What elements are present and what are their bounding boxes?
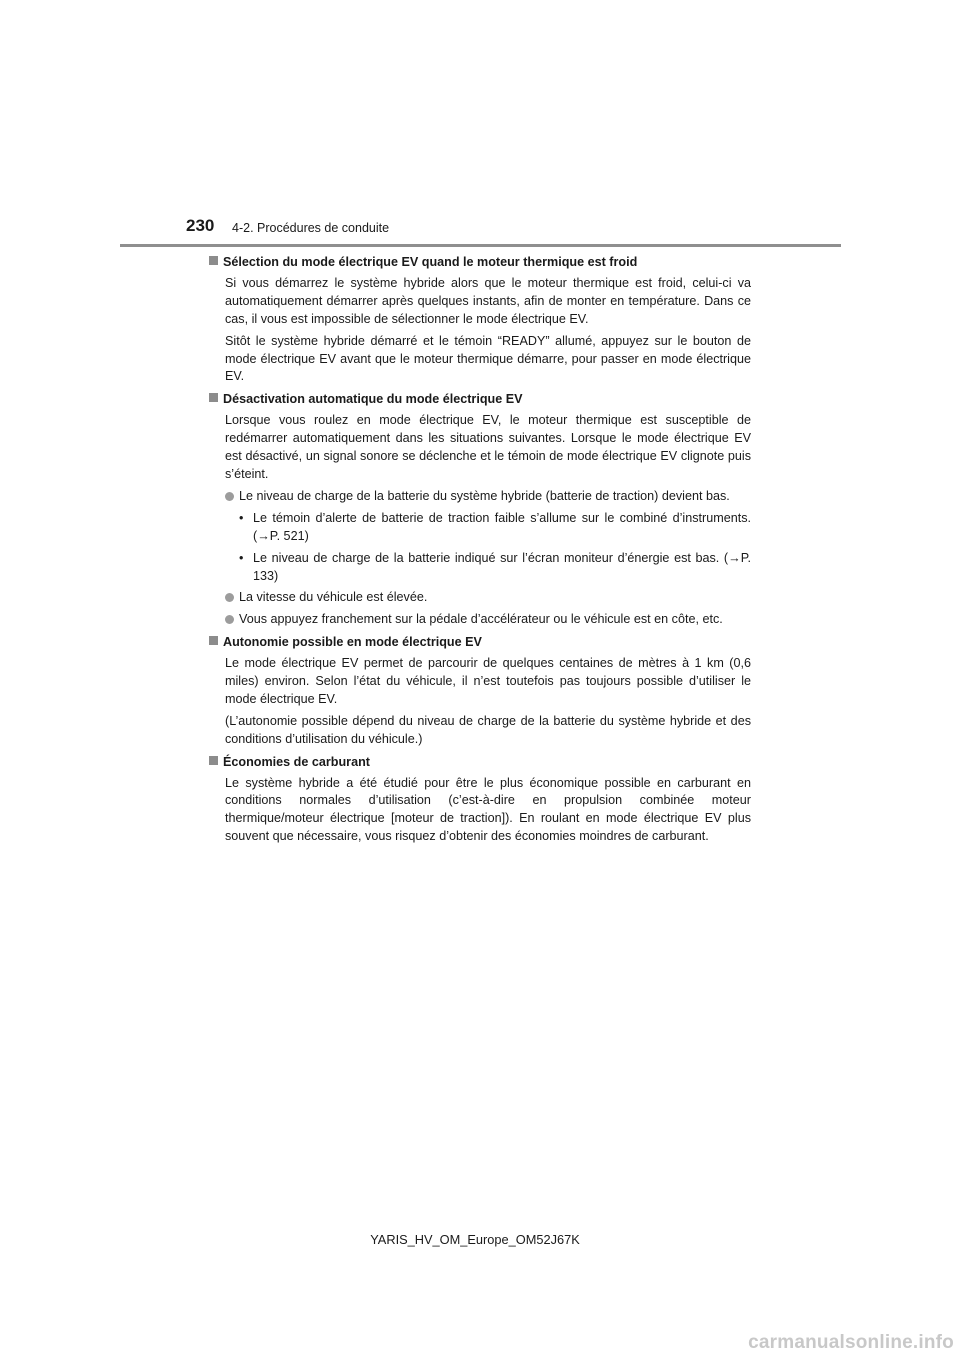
section-ev-range: [209, 634, 751, 748]
sub-bullet-mark: •: [239, 550, 244, 565]
square-bullet-icon: [209, 636, 218, 645]
circle-bullet-icon: [225, 615, 234, 624]
list-item: [225, 488, 751, 506]
list-item-text: La vitesse du véhicule est élevée.: [239, 590, 428, 605]
paragraph: Lorsque vous roulez en mode électrique EV, le moteur thermique est susceptible de redémarrer automatiquement dans les situations suivantes. Lorsque le mode électrique EV est désactivé, un signal sonore se déclenche et le témoin de mode électrique EV clignote puis s’éteint.: [225, 413, 751, 481]
section-heading: [209, 391, 751, 409]
sub-list-item-text: Le niveau de charge de la batterie indiqué sur l’écran moniteur d’énergie est bas. (→P. 133): [253, 550, 751, 583]
square-bullet-icon: [209, 756, 218, 765]
sub-list-item: [239, 550, 751, 586]
sub-list-item: [239, 510, 751, 546]
section-heading-text: Économies de carburant: [223, 754, 370, 769]
paragraph: Si vous démarrez le système hybride alors que le moteur thermique est froid, celui-ci va automatiquement démarrer après quelques instants, afin de monter en température. Dans ce cas, il vous est impossible de sélectionner le mode électrique EV.: [225, 275, 751, 326]
section-heading-text: Autonomie possible en mode électrique EV: [223, 635, 482, 650]
list-item-text: Vous appuyez franchement sur la pédale d’accélérateur ou le véhicule est en côte, etc.: [239, 612, 723, 627]
paragraph: Le système hybride a été étudié pour être le plus économique possible en carburant en conditions normales d’utilisation (c’est-à-dire en propulsion combinée moteur thermique/moteur électrique [moteur de traction]). En roulant en mode électrique EV plus souvent que nécessaire, vous risquez d’obtenir des économies moindres de carburant.: [225, 775, 751, 844]
section-ev-auto-deactivation: [209, 391, 751, 629]
footer-doc-id: YARIS_HV_OM_Europe_OM52J67K: [370, 1232, 580, 1247]
page-number: 230: [186, 216, 215, 235]
section-heading-text: Désactivation automatique du mode électrique EV: [223, 392, 523, 407]
circle-bullet-icon: [225, 593, 234, 602]
paragraph: Le mode électrique EV permet de parcourir de quelques centaines de mètres à 1 km (0,6 miles) environ. Selon l’état du véhicule, il n’est toutefois pas toujours possible d’utiliser le mode électrique EV.: [225, 656, 751, 706]
list-item: [225, 589, 751, 607]
header-rule: [120, 244, 841, 247]
section-heading: [209, 634, 751, 652]
circle-bullet-icon: [225, 492, 234, 501]
chapter-title: 4-2. Procédures de conduite: [232, 221, 390, 235]
square-bullet-icon: [209, 256, 218, 265]
section-fuel-economy: [209, 754, 751, 847]
section-ev-cold-engine: [209, 254, 751, 386]
paragraph: (L’autonomie possible dépend du niveau de charge de la batterie du système hybride et des conditions d’utilisation du véhicule.): [225, 713, 751, 746]
list-item: [225, 611, 751, 629]
square-bullet-icon: [209, 393, 218, 402]
paragraph: Sitôt le système hybride démarré et le témoin “READY” allumé, appuyez sur le bouton de mode électrique EV avant que le moteur thermique démarre, pour passer en mode électrique EV.: [225, 333, 751, 384]
section-heading: [209, 754, 751, 772]
list-item-text: Le niveau de charge de la batterie du système hybride (batterie de traction) devient bas.: [239, 488, 730, 503]
page-content: [209, 254, 751, 851]
section-heading: [209, 254, 751, 272]
sub-list-item-text: Le témoin d’alerte de batterie de traction faible s’allume sur le combiné d’instruments. (→P. 521): [253, 510, 751, 543]
section-heading-text: Sélection du mode électrique EV quand le moteur thermique est froid: [223, 255, 638, 269]
sub-bullet-mark: •: [239, 510, 244, 525]
watermark-logo: carmanualsonline.info: [748, 1332, 954, 1353]
